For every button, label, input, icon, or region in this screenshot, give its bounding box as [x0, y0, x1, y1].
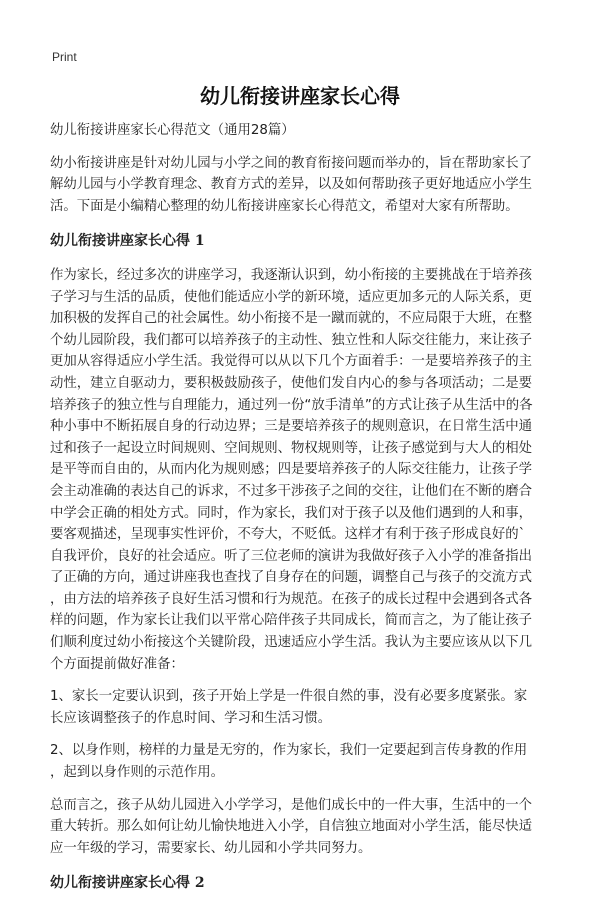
text-line: 是平等而自由的，从而内化为规则感；四是要培养孩子的人际交往能力，让孩子学: [50, 462, 533, 478]
point-2-paragraph: [50, 740, 570, 783]
text-line: 加积极的发挥自己的社会属性。幼小衔接不是一蹴而就的，不应局限于大班，在整: [50, 311, 533, 327]
print-link[interactable]: Print: [52, 50, 77, 64]
text-line: 要客观描述，呈现事实性评价，不夸大，不贬低。这样才有利于孩子形成良好的`: [50, 527, 526, 543]
text-line: 作为家长，经过多次的讲座学习，我逐渐认识到，幼小衔接的主要挑战在于培养孩: [50, 267, 533, 283]
conclusion-paragraph: [50, 795, 570, 860]
text-line: 解幼儿园与小学教育理念、教育方式的差异，以及如何帮助孩子更好地适应小学生: [50, 177, 533, 193]
point-1-paragraph: [50, 686, 570, 729]
text-line: 了正确的方向，通过讲座我也查找了自身存在的问题，调整自己与孩子的交流方式: [50, 570, 533, 586]
section-heading-1: 幼儿衔接讲座家长心得 1: [50, 233, 205, 250]
text-line: 培养孩子的独立性与自理能力，通过列一份“放手清单”的方式让孩子从生活中的各: [50, 397, 533, 413]
text-line: ，由方法的培养孩子良好生活习惯和行为规范。在孩子的成长过程中会遇到各式各: [50, 591, 533, 607]
text-line: 自我评价，良好的社会适应。听了三位老师的演讲为我做好孩子入小学的准备指出: [50, 548, 533, 564]
text-line: 会主动准确的表达自己的诉求，不过多干涉孩子之间的交往，让他们在不断的磨合: [50, 483, 533, 499]
section-heading-2: 幼儿衔接讲座家长心得 2: [50, 875, 205, 892]
text-line: 动性，建立自驱动力，要积极鼓励孩子，使他们发自内心的参与各项活动；二是要: [50, 375, 533, 391]
text-line: 重大转折。那么如何让幼儿愉快地进入小学，自信独立地面对小学生活，能尽快适: [50, 819, 533, 835]
document-body: [50, 120, 570, 907]
text-line: 个幼儿园阶段，我们都可以培养孩子的主动性、独立性和人际交往能力，来让孩子: [50, 332, 533, 348]
intro-paragraph: [50, 153, 570, 218]
text-line: 子学习与生活的品质，使他们能适应小学的新环境，适应更加多元的人际关系，更: [50, 289, 533, 305]
text-line: 2、以身作则，榜样的力量是无穷的，作为家长，我们一定要起到言传身教的作用: [50, 743, 528, 759]
text-line: 应一年级的学习，需要家长、幼儿园和小学共同努力。: [50, 840, 372, 856]
text-line: 们顺利度过幼小衔接这个关键阶段，迅速适应小学生活。我认为主要应该从以下几: [50, 635, 533, 651]
text-line: 种小事中不断拓展自身的行动边界；三是要培养孩子的规则意识，在日常生活中通: [50, 419, 533, 435]
text-line: 个方面提前做好准备：: [50, 656, 184, 672]
subtitle: 幼儿衔接讲座家长心得范文（通用28篇）: [50, 123, 295, 138]
text-line: 1、家长一定要认识到，孩子开始上学是一件很自然的事，没有必要多度紧张。家: [50, 689, 528, 705]
text-line: 活。下面是小编精心整理的幼儿衔接讲座家长心得范文，希望对大家有所帮助。: [50, 198, 519, 214]
text-line: 更加从容得适应小学生活。我觉得可以从以下几个方面着手：一是要培养孩子的主: [50, 354, 533, 370]
text-line: 过和孩子一起设立时间规则、空间规则、物权规则等，让孩子感觉到与大人的相处: [50, 440, 533, 456]
text-line: 幼小衔接讲座是针对幼儿园与小学之间的教育衔接问题而举办的，旨在帮助家长了: [50, 155, 533, 171]
text-line: ，起到以身作则的示范作用。: [50, 765, 225, 781]
text-line: 样的问题，作为家长让我们以平常心陪伴孩子共同成长，简而言之，为了能让孩子: [50, 613, 533, 629]
section-1-paragraph: [50, 265, 570, 675]
text-line: 长应该调整孩子的作息时间、学习和生活习惯。: [50, 710, 332, 726]
text-line: 总而言之，孩子从幼儿园进入小学学习，是他们成长中的一件大事，生活中的一个: [50, 797, 533, 813]
text-line: 中学会正确的相处方式。同时，作为家长，我们对于孩子以及他们遇到的人和事，: [50, 505, 533, 521]
page-title: 幼儿衔接讲座家长心得: [200, 84, 400, 108]
